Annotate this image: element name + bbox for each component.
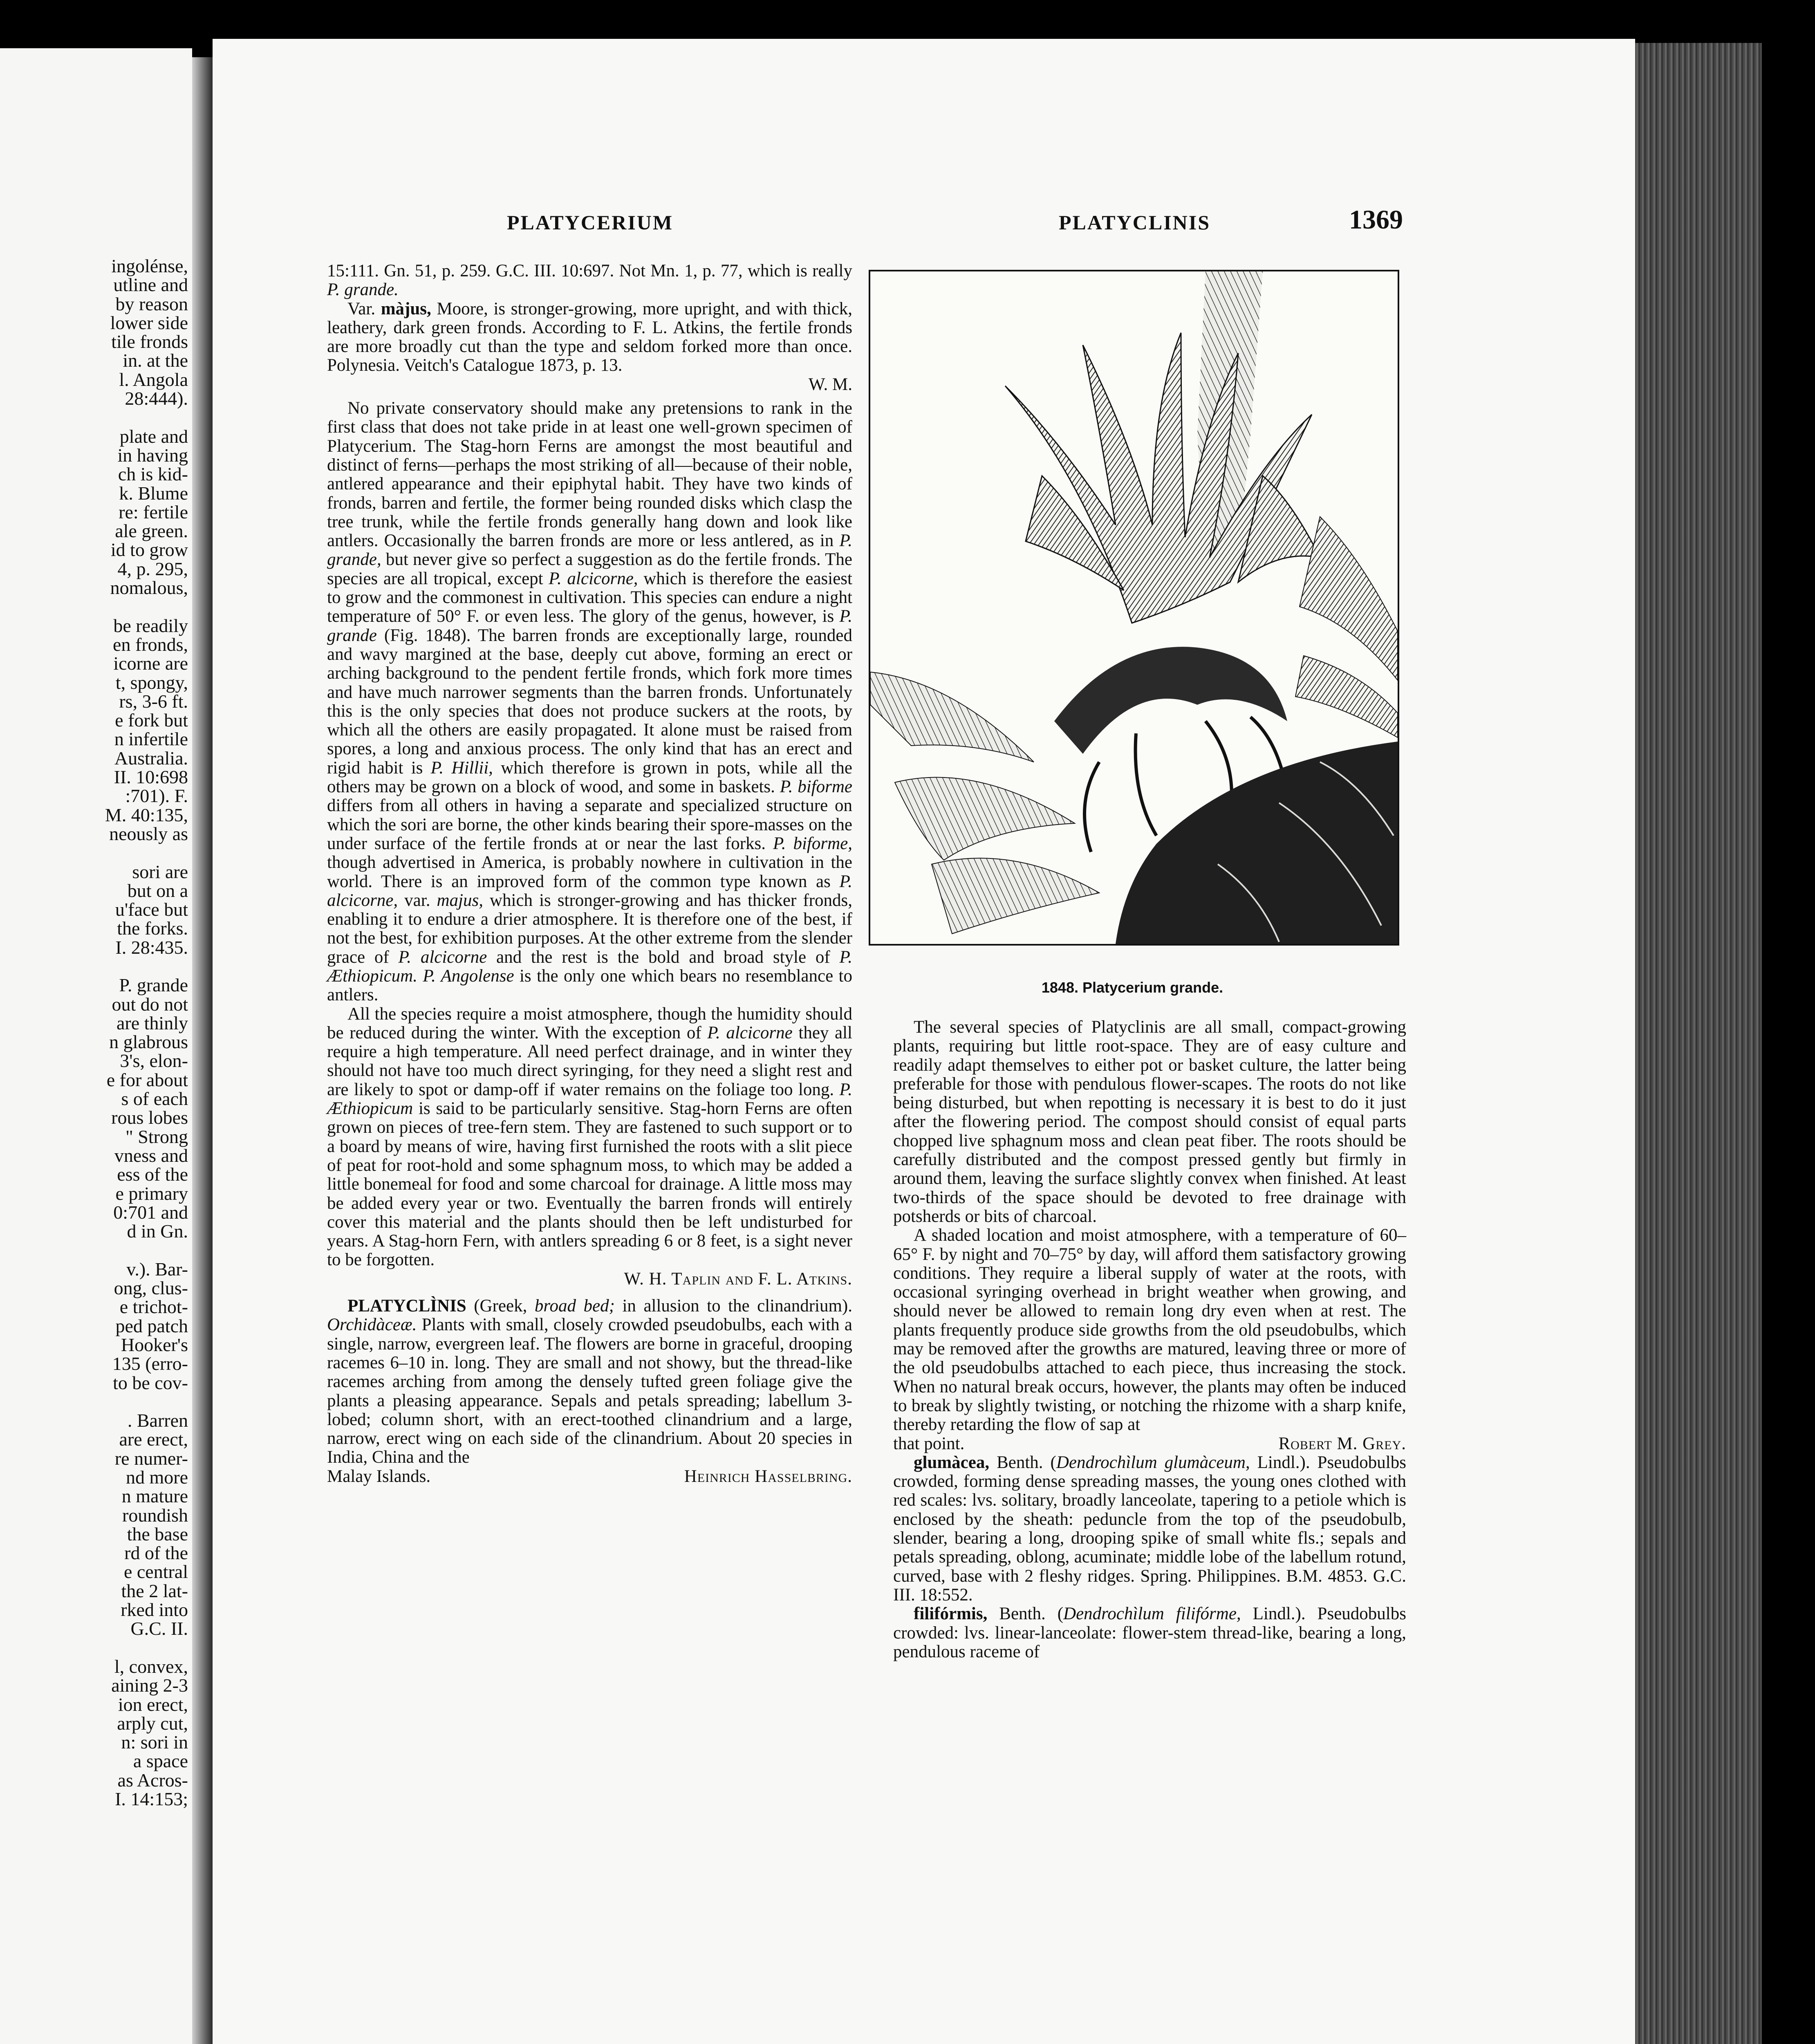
right-column — [893, 1018, 1406, 1661]
genus-heading: PLATYCLÌNIS — [347, 1296, 466, 1316]
running-head-right: PLATYCLINIS — [1059, 211, 1211, 234]
previous-page-line: out do not — [112, 993, 188, 1015]
previous-page-line: rked into — [121, 1599, 188, 1620]
signature: Heinrich Hasselbring. — [684, 1466, 852, 1486]
previous-page-line: u'face but — [115, 899, 188, 920]
previous-page-line: id to grow — [110, 539, 188, 560]
previous-page-line: G.C. II. — [130, 1618, 188, 1639]
previous-page-line: . Barren — [127, 1410, 188, 1431]
previous-page-line: vness and — [114, 1145, 188, 1166]
platyclinis-culture-paragraph-1: The several species of Platyclinis are all small, compact-growing plants, requiring but little root-space. They are of easy culture and readily adapt themselves to either pot or basket culture, the latter being preferable for those with pendulous flower-scapes. The roots do not like being disturbed, but when repotting is necessary it is best to do it just after the flowering period. The compost should consist of equal parts chopped live sphagnum moss and clean peat fiber. The roots should be carefully distributed and the compost pressed gently but firmly in around them, leaving the surface slightly convex when finished. At least two-thirds of the space should be devoted to free drainage with potsherds or bits of charcoal. — [893, 1018, 1406, 1226]
previous-page-line: e primary — [115, 1183, 188, 1204]
previous-page-line — [0, 1392, 188, 1411]
variety-majus: Var. màjus, Moore, is stronger-growing, more upright, and with thick, leathery, dark green fronds. According to F. L. Atkins, the fertile fronds are more broadly cut than the type and seldom forked more than once. Polynesia. Veitch's Catalogue 1873, p. 13. — [327, 299, 852, 375]
previous-page-line: to be cov- — [113, 1372, 188, 1393]
previous-page-line: tile fronds — [111, 331, 188, 352]
previous-page-line: k. Blume — [119, 482, 188, 504]
previous-page-line — [0, 408, 188, 427]
previous-page-line: II. 10:698 — [114, 766, 188, 788]
previous-page — [0, 48, 192, 2044]
previous-page-line: n infertile — [114, 728, 188, 750]
signature: W. M. — [808, 374, 852, 394]
previous-page-text — [0, 257, 188, 1809]
previous-page-line: are thinly — [117, 1012, 188, 1033]
previous-page-line: the forks. — [117, 918, 188, 939]
previous-page-line: but on a — [127, 880, 188, 901]
previous-page-line: ess of the — [117, 1164, 188, 1185]
previous-page-line: arply cut, — [117, 1712, 188, 1734]
previous-page-line: neously as — [109, 823, 188, 844]
previous-page-line: 135 (erro- — [112, 1353, 188, 1374]
continuation-text: 15:111. Gn. 51, p. 259. G.C. III. 10:697. Not Mn. 1, p. 77, which is really P. grande. — [327, 261, 853, 300]
previous-page-line: 3's, elon- — [120, 1050, 188, 1071]
species-glumacea: glumàcea, Benth. (Dendrochìlum glumàceum, Lindl.). Pseudobulbs crowded, forming dense spreading masses, the young ones clothed with red scales: lvs. solitary, broadly lanceolate, tapering to a petiole which is enclosed by the sheath: peduncle from the top of the pseudobulb, slender, bearing a long, drooping spike of small white fls.; sepals and petals spreading, oblong, acuminate; middle lobe of the labellum rotund, curved, base with 2 fleshy ridges. Spring. Philippines. B.M. 4853. G.C. III. 18:552. — [893, 1452, 1406, 1605]
previous-page-line: plate and — [119, 426, 188, 447]
previous-page-line: P. grande — [119, 975, 188, 996]
previous-page-line: e central — [123, 1561, 188, 1582]
previous-page-line: be readily — [113, 615, 188, 636]
previous-page-line: re numer- — [114, 1448, 188, 1469]
previous-page-line: d in Gn. — [127, 1221, 188, 1242]
previous-page-line: rd of the — [124, 1542, 188, 1564]
figure-1848-illustration — [869, 270, 1399, 946]
previous-page-line: utline and — [113, 274, 188, 296]
previous-page-line: I. 14:153; — [115, 1788, 188, 1810]
previous-page-line — [0, 1241, 188, 1260]
running-head-left: PLATYCERIUM — [507, 211, 674, 234]
book-gutter — [192, 57, 213, 2044]
previous-page-line: I. 28:435. — [115, 937, 188, 958]
previous-page-line: roundish — [122, 1504, 188, 1526]
previous-page-line: by reason — [115, 293, 188, 314]
previous-page-line: v.). Bar- — [126, 1258, 188, 1280]
previous-page-line: Hooker's — [121, 1334, 188, 1355]
previous-page-line: the base — [127, 1523, 188, 1544]
previous-page-line: 28:444). — [125, 388, 188, 409]
previous-page-line: a space — [133, 1750, 188, 1772]
previous-page-line: M. 40:135, — [105, 804, 188, 825]
previous-page-line: " Strong — [125, 1126, 188, 1147]
previous-page-line: ch is kid- — [118, 464, 188, 485]
previous-page-line: 4, p. 295, — [117, 558, 188, 579]
previous-page-line: l, convex, — [114, 1656, 188, 1677]
previous-page-line: ale green. — [115, 520, 188, 542]
previous-page-line: nd more — [125, 1467, 188, 1488]
previous-page-line — [0, 1638, 188, 1657]
previous-page-line — [0, 597, 188, 616]
previous-page-line: en fronds, — [113, 634, 188, 655]
signature: Robert M. Grey. — [1278, 1434, 1406, 1453]
previous-page-line: are erect, — [119, 1429, 188, 1450]
species-filiformis: filifórmis, Benth. (Dendrochìlum filifórme, Lindl.). Pseudobulbs crowded: lvs. linear-lanceolate: flower-stem thread-like, bearing a long, pendulous raceme of — [893, 1604, 1406, 1661]
previous-page-line: in. at the — [123, 350, 188, 371]
signature: W. H. Taplin and F. L. Atkins. — [624, 1269, 852, 1289]
culture-closing: that point. Robert M. Grey. — [893, 1434, 1406, 1453]
previous-page-line: nomalous, — [110, 577, 188, 598]
previous-page-line: Australia. — [114, 747, 188, 769]
previous-page-line — [0, 957, 188, 976]
previous-page-line: e trichot- — [119, 1296, 188, 1318]
previous-page-line: icorne are — [113, 653, 188, 674]
previous-page-line: sori are — [132, 861, 188, 882]
previous-page-line: :701). F. — [125, 785, 188, 807]
previous-page-line: ong, clus- — [114, 1278, 188, 1299]
previous-page-line: t, spongy, — [115, 672, 188, 693]
previous-page-line: aining 2-3 — [111, 1675, 188, 1696]
previous-page-line: in having — [117, 444, 188, 466]
page-edges — [1635, 43, 1762, 2044]
previous-page-line: lower side — [110, 312, 188, 333]
platyclinis-culture-paragraph-2: A shaded location and moist atmosphere, with a temperature of 60–65° F. by night and 70–75° by day, will afford them satisfactory growing conditions. They require a liberal supply of water at the roots, with occasional syringing overhead in bright weather when growing, and should never be allowed to remain long dry even when at rest. The plants frequently produce side growths from the old pseudobulbs, which may be removed after the growths are matured, leaving three or more of the old pseudobulbs attached to each piece, thus increasing the stock. When no natural break occurs, however, the plants may often be induced to break by slightly twisting, or notching the rhizome with a sharp knife, thereby retarding the flow of sap at — [893, 1226, 1406, 1434]
previous-page-line: re: fertile — [119, 501, 188, 522]
page-number: 1369 — [1349, 205, 1403, 235]
previous-page-line: e for about — [106, 1069, 188, 1090]
genus-entry-closing: Malay Islands. Heinrich Hasselbring. — [327, 1466, 852, 1486]
previous-page-line: rous lobes — [111, 1107, 188, 1128]
previous-page-line: ingolénse, — [111, 256, 188, 276]
previous-page-line: n mature — [121, 1486, 188, 1507]
previous-page-line: as Acros- — [117, 1769, 188, 1791]
previous-page-line: e fork but — [115, 710, 188, 731]
previous-page-line: ped patch — [115, 1315, 188, 1336]
previous-page-line: the 2 lat- — [121, 1580, 188, 1601]
cultural-paragraph-2: All the species require a moist atmosphere, though the humidity should be reduced during the winter. With the exception of P. alcicorne they all require a high temperature. All need perfect drainage, and in winter they should not have too much direct syringing, for they need a slight rest and are likely to spot or damp-off if water remains on the foliage too long. P. Æthiopicum is said to be particularly sensitive. Stag-horn Ferns are often grown on pieces of tree-fern stem. They are fastened to such support or to a board by means of wire, having first furnished the roots with a slit piece of peat for root-hold and some sphagnum moss, to which may be added a little bonemeal for food and some charcoal for drainage. A little moss may be added every year or two. Eventually the barren fronds will entirely cover this material and the plants should then be left undisturbed for years. A Stag-horn Fern, with antlers spreading 6 or 8 feet, is a sight never to be forgotten. — [327, 1004, 853, 1270]
previous-page-line — [0, 843, 188, 862]
left-column — [327, 262, 852, 1486]
previous-page-line: n: sori in — [121, 1732, 188, 1753]
platycerium-illustration — [870, 271, 1398, 944]
previous-page-line: n glabrous — [109, 1031, 188, 1053]
previous-page-line: 0:701 and — [113, 1201, 188, 1223]
genus-entry-platyclinis: PLATYCLÌNIS (Greek, broad bed; in allusion to the clinandrium). Orchidàceæ. Plants with small, closely crowded pseudobulbs, each with a single, narrow, evergreen leaf. The flowers are borne in graceful, drooping racemes 6–10 in. long. They are small and not showy, but the thread-like racemes arching from among the densely tufted green foliage give the plants a pleasing appearance. Sepals and petals spreading; labellum 3-lobed; column short, with an erect-toothed clinandrium and a large, narrow, erect wing on each side of the clinandrium. About 20 species in India, China and the — [327, 1296, 852, 1467]
cultural-paragraph-1: No private conservatory should make any pretensions to rank in the first class that does not take pride in at least one well-grown specimen of Platycerium. The Stag-horn Ferns are amongst the most beautiful and distinct of ferns—perhaps the most striking of all—because of their noble, antlered appearance and their epiphytal habit. They have two kinds of fronds, barren and fertile, the former being rounded disks which clasp the tree trunk, while the fertile fronds generally hang down and look like antlers. Occasionally the barren fronds are more or less antlered, as in P. grande, but never give so perfect a suggestion as do the fertile fronds. The species are all tropical, except P. alcicorne, which is therefore the easiest to grow and the commonest in cultivation. This species can endure a night temperature of 50° F. or even less. The glory of the genus, however, is P. grande (Fig. 1848). The barren fronds are exceptionally large, rounded and wavy margined at the base, deeply cut above, forming an erect or arching background to the pendent fertile fronds, which fork more times and have much narrower segments than the barren fronds. Unfortunately this is the only species that does not produce suckers at the roots, by which all the others are easily propagated. It alone must be raised from spores, a long and anxious process. The only kind that has an erect and rigid habit is P. Hillii, which therefore is grown in pots, while all the others may be grown on a block of wood, and some in baskets. P. biforme differs from all others in having a separate and specialized structure on which the sori are borne, the other kinds bearing their spore-masses on the under surface of the fertile fronds at or near the last forks. P. biforme, though advertised in America, is probably nowhere in cultivation in the world. There is an improved form of the common type known as P. alcicorne, var. majus, which is stronger-growing and has thicker fronds, enabling it to endure a drier atmosphere. It is therefore one of the best, if not the best, for exhibition purposes. At the other extreme from the slender grace of P. alcicorne and the rest is the bold and broad style of P. Æthiopicum. P. Angolense is the only one which bears no resemblance to antlers. — [327, 399, 852, 1005]
previous-page-line: s of each — [121, 1088, 188, 1109]
figure-caption: 1848. Platycerium grande. — [1041, 979, 1223, 996]
previous-page-line: ion erect, — [118, 1694, 188, 1715]
previous-page-line: rs, 3-6 ft. — [119, 690, 188, 712]
previous-page-line: l. Angola — [119, 369, 188, 390]
